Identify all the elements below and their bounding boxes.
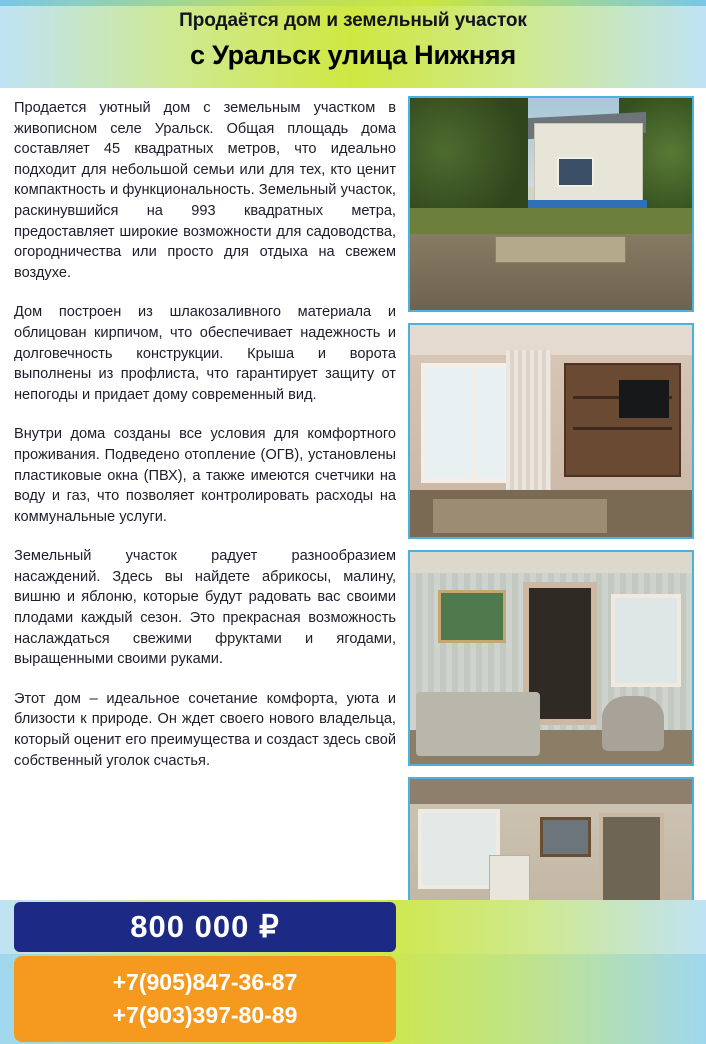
price-banner	[0, 900, 706, 954]
description-paragraph: Земельный участок радует разнообразием насаждений. Здесь вы найдете абрикосы, малину, вишню и яблоню, которые будут радовать вас своими плодами каждый сезон. Это прекрасная возможность наслаждаться свежими фруктами и ягодами, выращенными своими руками.	[14, 548, 396, 668]
photo-gallery	[408, 96, 696, 993]
bedroom-photo	[408, 550, 694, 766]
grass-strip	[410, 208, 692, 233]
description-paragraph: Продается уютный дом с земельным участком в живописном селе Уральск. Общая площадь дома составляет 45 квадратных метров, что идеально подходит для небольшой семьи или для тех, кто ценит компактность и функциональность. Земельный участок, раскинувшийся на 993 квадратных метра, предоставляет широкие возможности для садоводства, огородничества или просто для отдыха на свежем воздухе.	[14, 100, 396, 281]
description-paragraph: Дом построен из шлакозаливного материала и облицован кирпичом, что обеспечивает надежность и долговечность конструкции. Крыша и ворота выполнены из профлиста, что гарантирует защиту от непогоды и придает дому современный вид.	[14, 304, 396, 403]
floor-rug	[433, 499, 608, 533]
television	[619, 380, 670, 418]
main-content	[0, 88, 706, 900]
kitchen-window	[418, 809, 499, 889]
header-top-stripe	[0, 0, 706, 6]
page-header	[0, 0, 706, 88]
page-subtitle: с Уральск улица Нижняя	[189, 40, 517, 70]
kitchen-ceiling	[410, 779, 692, 804]
room-ceiling	[410, 325, 692, 355]
house-exterior-photo	[408, 96, 694, 312]
wall-picture	[438, 590, 506, 643]
phone-box	[14, 956, 396, 1042]
window-sash	[471, 368, 475, 478]
bedroom-window	[611, 594, 681, 687]
phone-number-secondary[interactable]: +7(903)397-80-89	[112, 1002, 298, 1028]
bedroom-ceiling	[410, 552, 692, 573]
description-paragraph: Этот дом – идеальное сочетание комфорта, уюта и близости к природе. Он ждет своего нового владельца, который оценит его преимущества и создаст здесь свой собственный уголок счастья.	[14, 690, 396, 769]
wooden-platform	[495, 236, 627, 263]
cabinet-shelf	[573, 427, 672, 430]
house-window	[557, 157, 595, 186]
price-value: 800 000 ₽	[14, 902, 396, 952]
curtain	[506, 350, 551, 498]
armchair	[602, 696, 664, 751]
bed	[416, 692, 540, 756]
living-room-photo	[408, 323, 694, 539]
description-column	[14, 98, 396, 771]
kitchen-wall-picture	[540, 817, 591, 857]
description-paragraph: Внутри дома созданы все условия для комфортного проживания. Подведено отопление (ОГВ), установлены пластиковые окна (ПВХ), а также имеются счетчики на воду и газ, что позволяет контролировать расходы на коммунальные услуги.	[14, 426, 396, 525]
phone-number-primary[interactable]: +7(905)847-36-87	[112, 969, 298, 995]
contact-banner	[0, 954, 706, 1044]
page-title: Продаётся дом и земельный участок	[179, 10, 527, 31]
